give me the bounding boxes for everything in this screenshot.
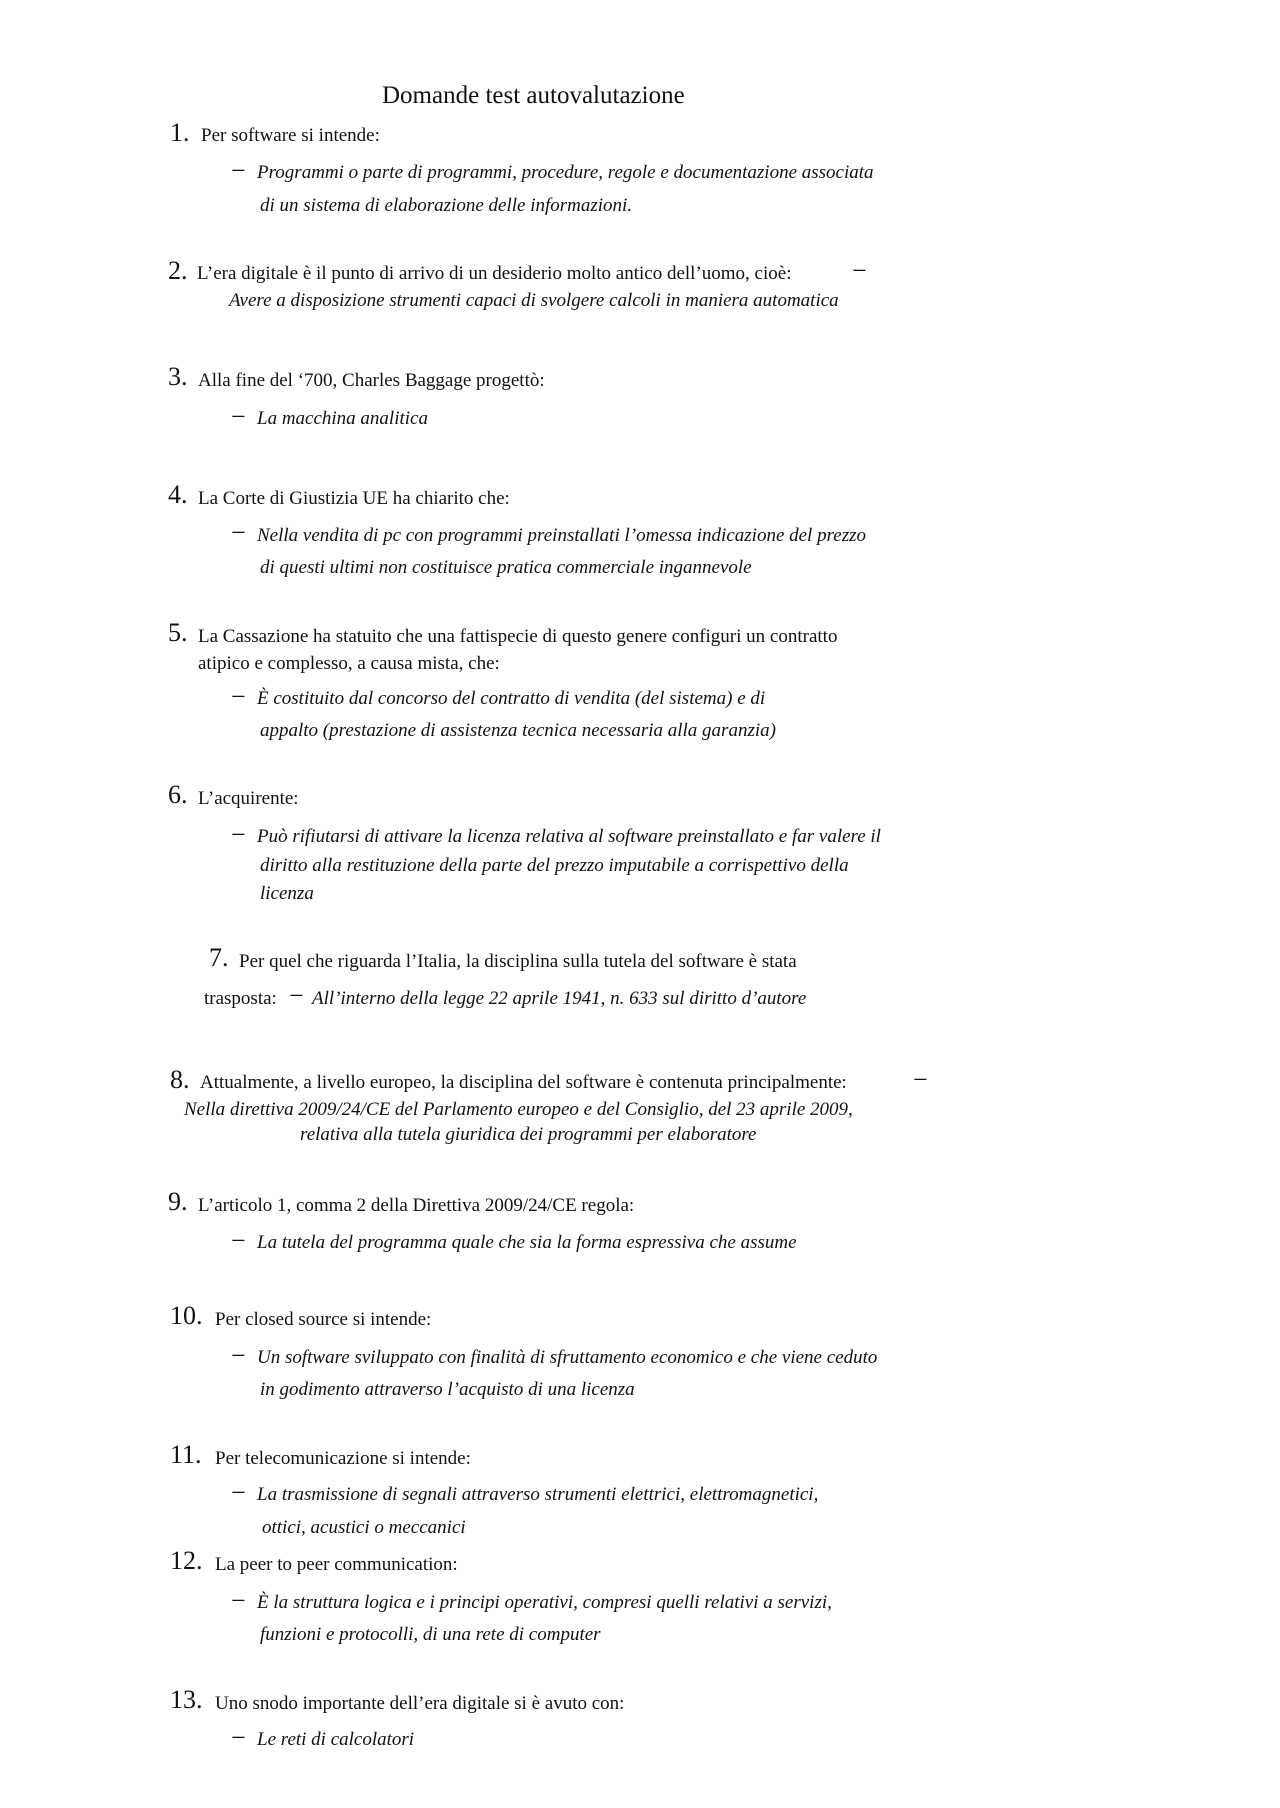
- question-text: L’era digitale è il punto di arrivo di un desiderio molto antico dell’uomo, cioè:: [197, 263, 792, 284]
- answer-dash: −: [231, 1226, 246, 1255]
- question-text: Per software si intende:: [201, 125, 380, 146]
- question-text: Attualmente, a livello europeo, la disciplina del software è contenuta principalmente:: [200, 1072, 847, 1093]
- answer-text: di questi ultimi non costituisce pratica commerciale ingannevole: [260, 557, 752, 578]
- answer-dash: −: [852, 256, 867, 285]
- question-number: 3.: [168, 362, 188, 391]
- answer-text: licenza: [260, 883, 314, 904]
- question-number: 8.: [170, 1065, 190, 1094]
- answer-text: Le reti di calcolatori: [257, 1729, 415, 1750]
- question-number: 13.: [170, 1685, 203, 1714]
- answer-text: Programmi o parte di programmi, procedure, regole e documentazione associata: [257, 162, 874, 183]
- answer-text: diritto alla restituzione della parte del prezzo imputabile a corrispettivo della: [260, 855, 849, 876]
- question-text: Per closed source si intende:: [215, 1309, 432, 1330]
- answer-dash: −: [231, 156, 246, 185]
- question-text: Per telecomunicazione si intende:: [215, 1448, 471, 1469]
- question-number: 9.: [168, 1187, 188, 1216]
- answer-dash: −: [289, 981, 304, 1010]
- answer-text: in godimento attraverso l’acquisto di una licenza: [260, 1379, 635, 1400]
- answer-text: È costituito dal concorso del contratto di vendita (del sistema) e di: [257, 688, 766, 709]
- answer-dash: −: [231, 1586, 246, 1615]
- answer-text: funzioni e protocolli, di una rete di computer: [260, 1624, 601, 1645]
- question-text: La Corte di Giustizia UE ha chiarito che:: [198, 488, 510, 509]
- answer-dash: −: [231, 402, 246, 431]
- question-number: 6.: [168, 780, 188, 809]
- answer-text: La trasmissione di segnali attraverso strumenti elettrici, elettromagnetici,: [257, 1484, 819, 1505]
- question-number: 7.: [209, 943, 229, 972]
- question-text: L’articolo 1, comma 2 della Direttiva 2009/24/CE regola:: [198, 1195, 635, 1216]
- answer-dash: −: [231, 682, 246, 711]
- answer-text: relativa alla tutela giuridica dei programmi per elaboratore: [300, 1124, 757, 1145]
- answer-dash: −: [231, 1723, 246, 1752]
- question-number: 10.: [170, 1301, 203, 1330]
- question-text: trasposta:: [204, 988, 277, 1009]
- question-number: 2.: [168, 256, 188, 285]
- question-number: 5.: [168, 618, 188, 647]
- answer-text: Un software sviluppato con finalità di sfruttamento economico e che viene ceduto: [257, 1347, 878, 1368]
- question-number: 4.: [168, 480, 188, 509]
- answer-dash: −: [231, 1341, 246, 1370]
- answer-text: Nella direttiva 2009/24/CE del Parlamento europeo e del Consiglio, del 23 aprile 2009,: [184, 1099, 853, 1120]
- page-title: Domande test autovalutazione: [382, 82, 685, 109]
- answer-text: Nella vendita di pc con programmi preinstallati l’omessa indicazione del prezzo: [257, 525, 866, 546]
- answer-text: La tutela del programma quale che sia la forma espressiva che assume: [257, 1232, 797, 1253]
- question-text: Uno snodo importante dell’era digitale si è avuto con:: [215, 1693, 625, 1714]
- answer-text: La macchina analitica: [257, 408, 428, 429]
- answer-text: appalto (prestazione di assistenza tecnica necessaria alla garanzia): [260, 720, 776, 741]
- question-number: 1.: [170, 118, 190, 147]
- answer-text: All’interno della legge 22 aprile 1941, n. 633 sul diritto d’autore: [312, 988, 807, 1009]
- question-text: Per quel che riguarda l’Italia, la disciplina sulla tutela del software è stata: [239, 951, 797, 972]
- question-text: L’acquirente:: [198, 788, 299, 809]
- question-number: 11.: [170, 1440, 202, 1469]
- answer-text: ottici, acustici o meccanici: [262, 1517, 466, 1538]
- question-text: La peer to peer communication:: [215, 1554, 458, 1575]
- answer-text: Può rifiutarsi di attivare la licenza relativa al software preinstallato e far valere il: [257, 826, 881, 847]
- answer-dash: −: [913, 1065, 928, 1094]
- answer-text: Avere a disposizione strumenti capaci di svolgere calcoli in maniera automatica: [229, 290, 839, 311]
- question-number: 12.: [170, 1546, 203, 1575]
- answer-text: di un sistema di elaborazione delle informazioni.: [260, 195, 633, 216]
- question-text: Alla fine del ‘700, Charles Baggage progettò:: [198, 370, 545, 391]
- question-text: La Cassazione ha statuito che una fattispecie di questo genere configuri un contratto: [198, 626, 838, 647]
- answer-text: È la struttura logica e i principi operativi, compresi quelli relativi a servizi,: [257, 1592, 832, 1613]
- answer-dash: −: [231, 820, 246, 849]
- answer-dash: −: [231, 518, 246, 547]
- answer-dash: −: [231, 1478, 246, 1507]
- question-text: atipico e complesso, a causa mista, che:: [198, 653, 500, 674]
